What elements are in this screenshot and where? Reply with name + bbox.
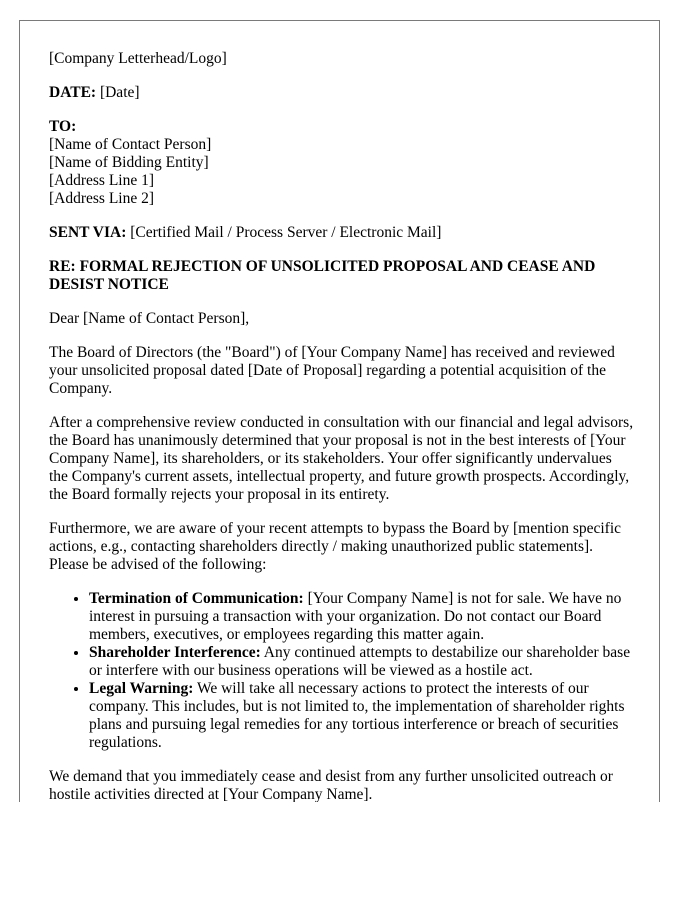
list-item <box>89 680 634 752</box>
notice-points-list <box>49 590 634 752</box>
sent-via-label: SENT VIA: <box>49 224 127 241</box>
date-value: [Date] <box>99 84 140 101</box>
point-text: We will take all necessary actions to protect the interests of our company. This includes, but is not limited to, the implementation of shareholder rights plans and pursuing legal remedies for any tortious interference or breach of securities regulations. <box>89 680 625 751</box>
date-label: DATE: <box>49 84 97 101</box>
point-title: Termination of Communication: <box>89 590 304 607</box>
date-line <box>49 84 634 102</box>
recipient-address-2: [Address Line 2] <box>49 190 155 207</box>
letter-page <box>19 20 660 802</box>
list-item <box>89 590 634 644</box>
list-item <box>89 644 634 680</box>
recipient-block <box>49 118 634 208</box>
letterhead: [Company Letterhead/Logo] <box>49 50 227 67</box>
subject-line: RE: FORMAL REJECTION OF UNSOLICITED PROPOSAL AND CEASE AND DESIST NOTICE <box>49 258 596 293</box>
to-label: TO: <box>49 118 77 135</box>
point-text: Any continued attempts to destabilize our shareholder base or interfere with our business operations will be viewed as a hostile act. <box>89 644 631 679</box>
recipient-address-1: [Address Line 1] <box>49 172 155 189</box>
point-text: [Your Company Name] is not for sale. We have no interest in pursuing a transaction with your organization. Do not contact our Board members, executives, or employees regarding this matter again. <box>89 590 622 643</box>
paragraph-bypass: Furthermore, we are aware of your recent attempts to bypass the Board by [mention specific actions, e.g., contacting shareholders directly / making unauthorized public statements]. Please be advised of the following: <box>49 520 622 573</box>
salutation: Dear [Name of Contact Person], <box>49 310 250 327</box>
recipient-entity: [Name of Bidding Entity] <box>49 154 209 171</box>
sent-via-line <box>49 224 634 242</box>
point-title: Shareholder Interference: <box>89 644 261 661</box>
paragraph-review: After a comprehensive review conducted in consultation with our financial and legal advisors, the Board has unanimously determined that your proposal is not in the best interests of [Your Company Name], its shareholders, or its stakeholders. Your offer significantly undervalues the Company's current assets, intellectual property, and future growth prospects. Accordingly, the Board formally rejects your proposal in its entirety. <box>49 414 634 503</box>
paragraph-intro: The Board of Directors (the "Board") of [Your Company Name] has received and reviewed your unsolicited proposal dated [Date of Proposal] regarding a potential acquisition of the Company. <box>49 344 615 397</box>
point-title: Legal Warning: <box>89 680 194 697</box>
letter-content <box>49 50 634 802</box>
sent-via-value: [Certified Mail / Process Server / Electronic Mail] <box>130 224 442 241</box>
paragraph-demand: We demand that you immediately cease and desist from any further unsolicited outreach or hostile activities directed at [Your Company Name]. <box>49 768 613 802</box>
recipient-contact: [Name of Contact Person] <box>49 136 212 153</box>
